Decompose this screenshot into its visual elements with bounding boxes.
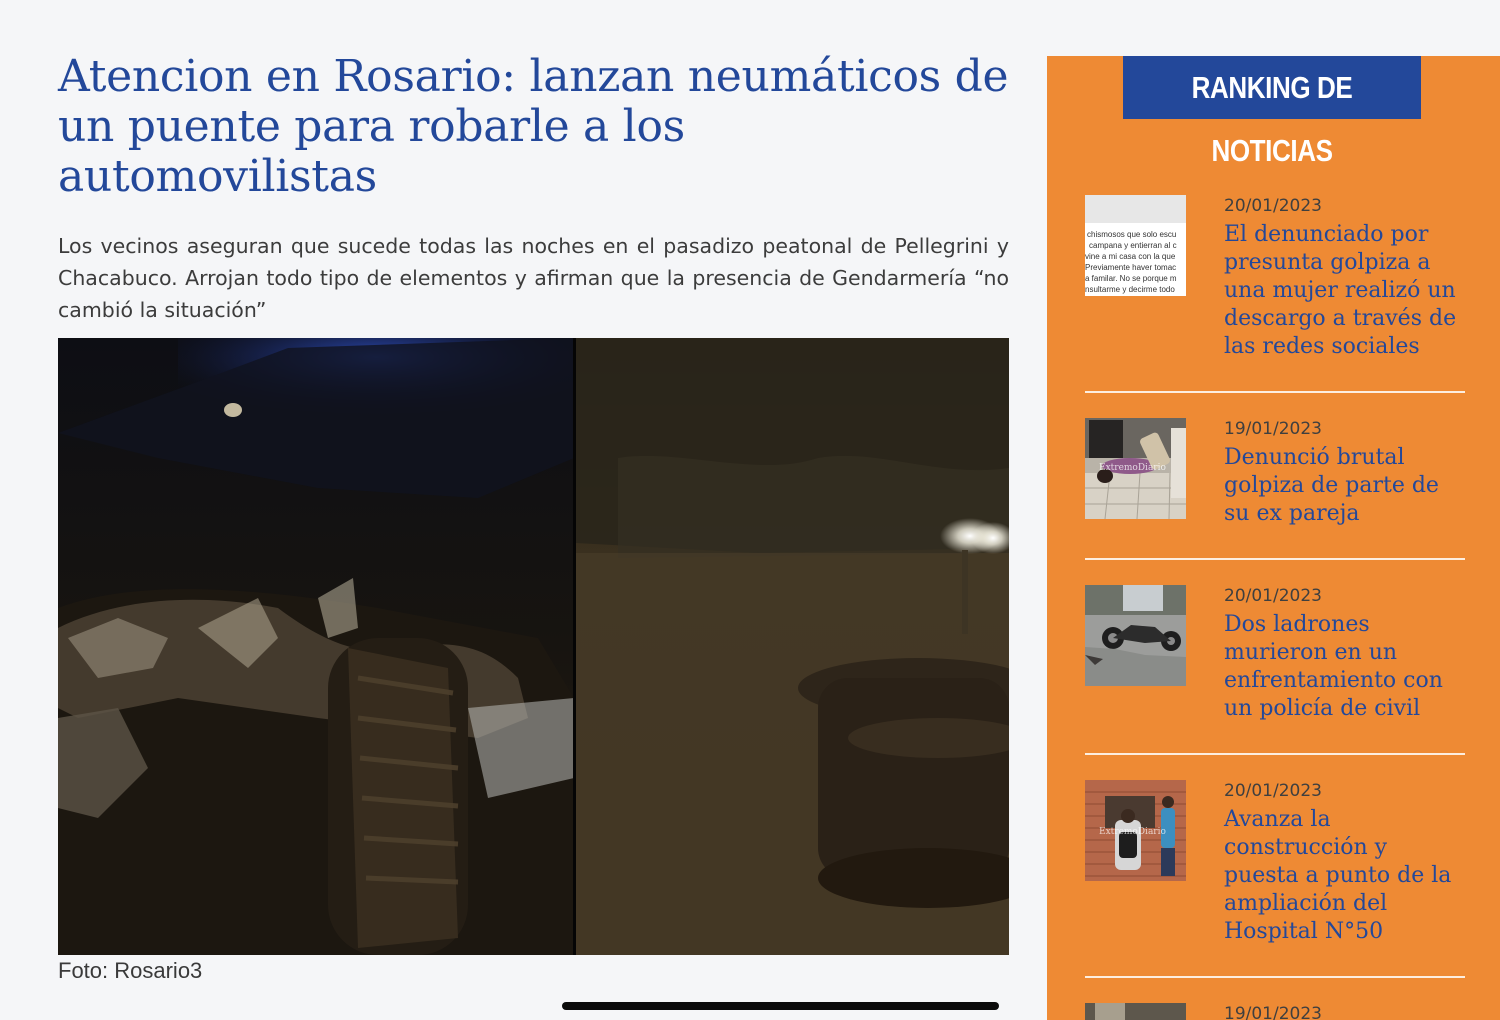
article-photo bbox=[58, 338, 1009, 955]
news-thumbnail[interactable] bbox=[1085, 780, 1186, 881]
news-title-link[interactable]: Dos ladrones murieron en un enfrentamiento con un policía de civil bbox=[1224, 612, 1443, 721]
news-thumbnail[interactable] bbox=[1085, 418, 1186, 519]
thumb-text-line: a familar. No se porque m bbox=[1085, 274, 1177, 283]
thumb-text-line: chismosos que solo escu bbox=[1087, 230, 1177, 239]
thumb-text-line: nsultarme y decirme todo bbox=[1085, 285, 1175, 294]
news-thumbnail[interactable] bbox=[1085, 195, 1186, 296]
news-date: 19/01/2023 bbox=[1224, 1004, 1322, 1020]
news-date: 20/01/2023 bbox=[1224, 586, 1322, 606]
divider bbox=[1085, 753, 1465, 755]
news-title-link[interactable]: Denunció brutal golpiza de parte de su ex pareja bbox=[1224, 445, 1439, 526]
divider bbox=[1085, 976, 1465, 978]
thumb-watermark: ExtremoDiario bbox=[1099, 827, 1166, 837]
ranking-sidebar bbox=[1047, 56, 1500, 1020]
thumb-text-line: campana y entierran al c bbox=[1089, 241, 1177, 250]
thumb-text-line: vine a mi casa con la que bbox=[1085, 252, 1176, 261]
divider bbox=[1085, 391, 1465, 393]
article-headline: Atencion en Rosario: lanzan neumáticos de un puente para robarle a los automovilistas bbox=[58, 51, 1009, 202]
thumb-watermark: ExtremoDiario bbox=[1099, 463, 1166, 473]
news-date: 19/01/2023 bbox=[1224, 419, 1322, 439]
news-title-link[interactable]: El denunciado por presunta golpiza a una mujer realizó un descargo a través de las redes sociales bbox=[1224, 222, 1457, 359]
thumb-text-line: Previamente haver tomac bbox=[1085, 263, 1177, 272]
ranking-title-text: RANKING DE NOTICIAS bbox=[1191, 70, 1353, 168]
scroll-indicator[interactable] bbox=[562, 1002, 999, 1010]
article-header bbox=[58, 52, 1009, 326]
photo-caption: Foto: Rosario3 bbox=[58, 958, 203, 983]
news-title-link[interactable]: Avanza la construcción y puesta a punto de la ampliación del Hospital N°50 bbox=[1224, 807, 1452, 944]
ranking-title bbox=[1123, 56, 1421, 168]
news-thumbnail[interactable] bbox=[1085, 1003, 1186, 1020]
news-thumbnail[interactable] bbox=[1085, 585, 1186, 686]
divider bbox=[1085, 558, 1465, 560]
news-date: 20/01/2023 bbox=[1224, 781, 1322, 801]
article-summary: Los vecinos aseguran que sucede todas las noches en el pasadizo peatonal de Pellegrini y Chacabuco. Arrojan todo tipo de elementos y afirman que la presencia de Gendarmería “no cambió la situación” bbox=[58, 234, 1009, 322]
news-date: 20/01/2023 bbox=[1224, 196, 1322, 216]
